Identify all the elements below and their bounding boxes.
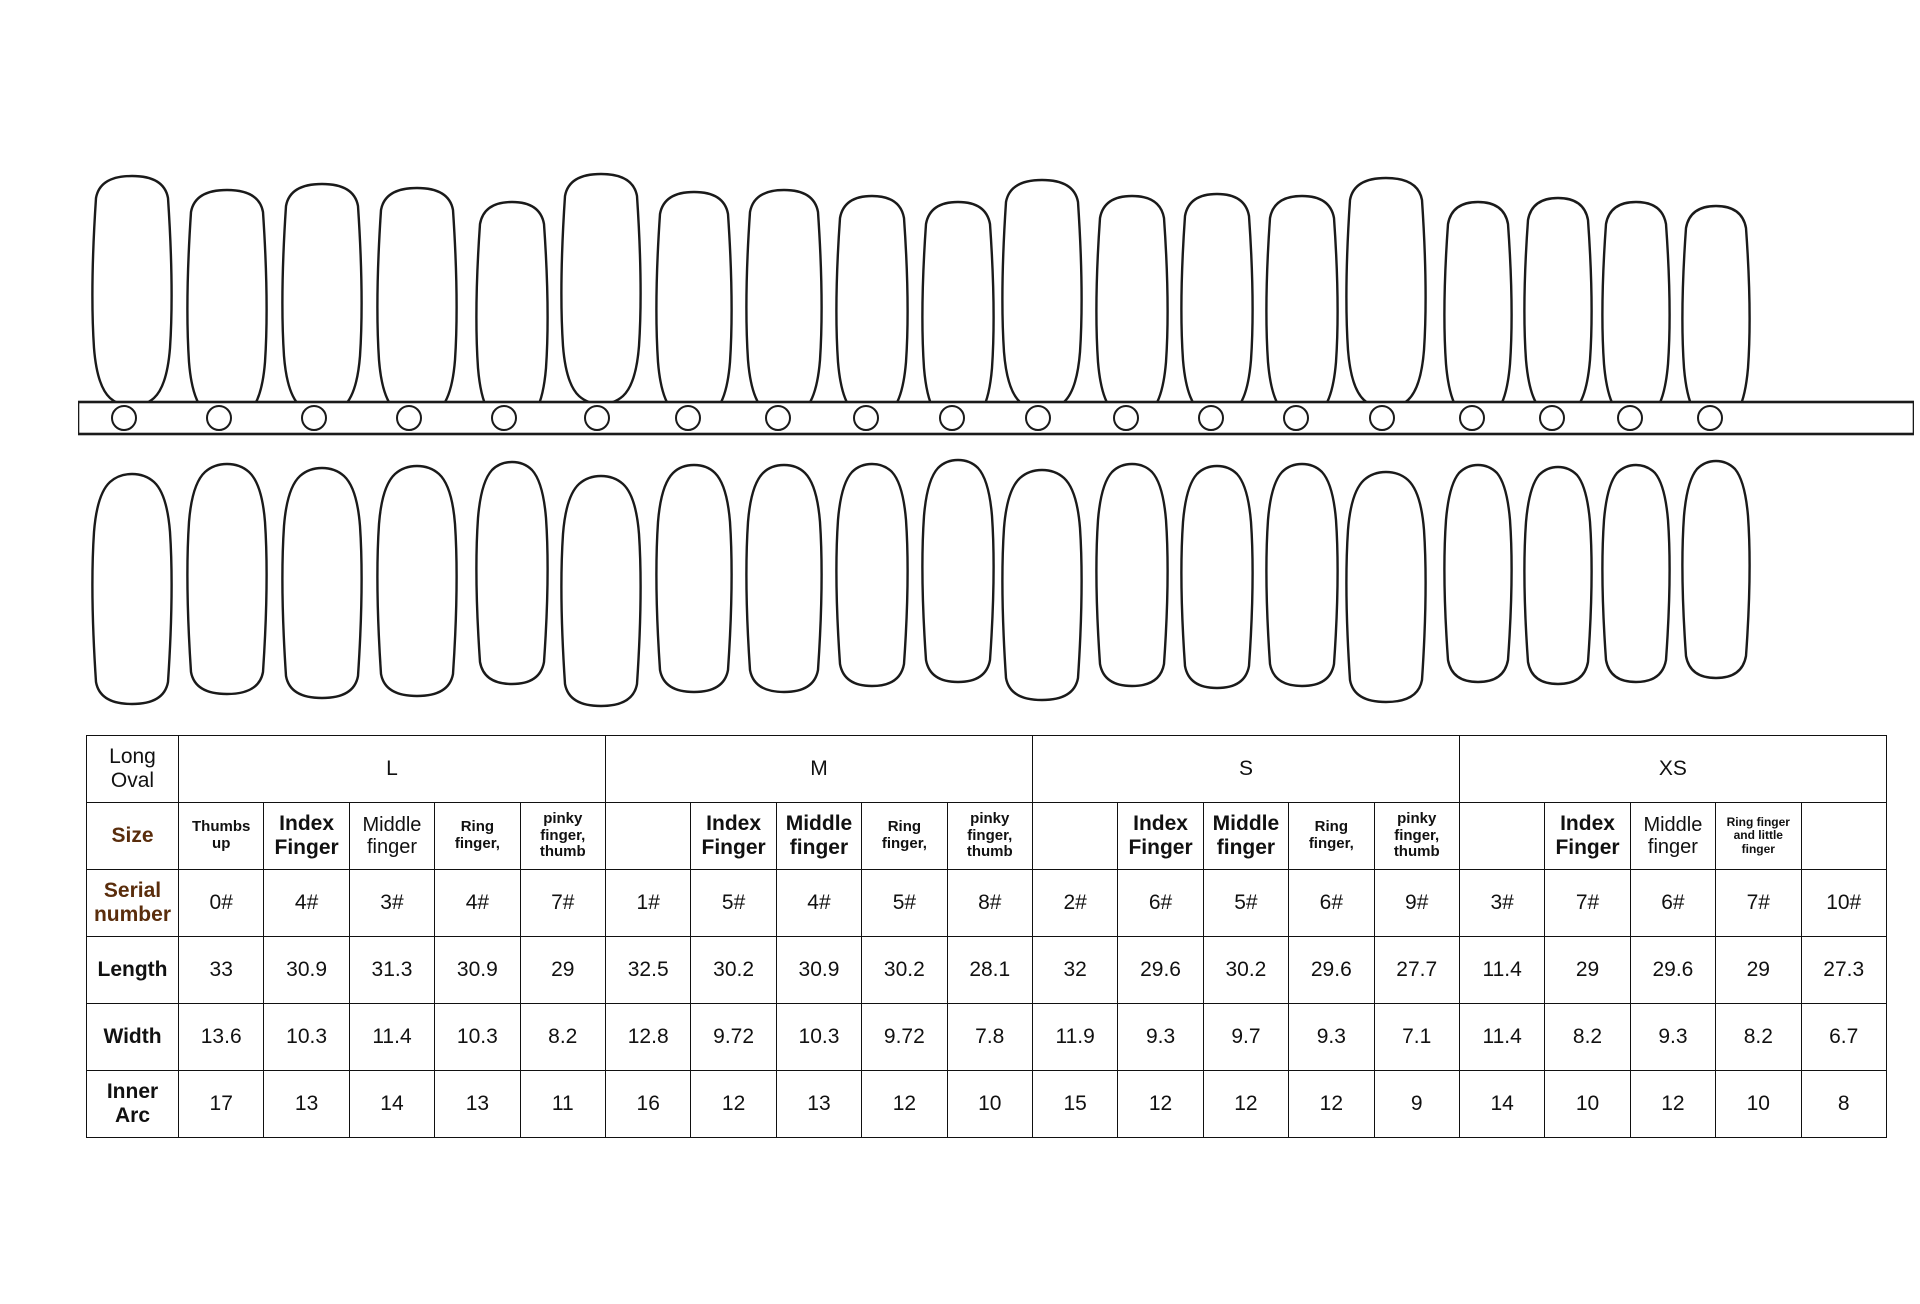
table-row-groups (87, 736, 1887, 803)
serial-cell-13: 6# (1289, 870, 1374, 937)
serial-cell-16: 7# (1545, 870, 1630, 937)
length-cell-9: 28.1 (947, 937, 1032, 1004)
length-cell-16: 29 (1545, 937, 1630, 1004)
length-cell-4: 29 (520, 937, 605, 1004)
length-cell-15: 11.4 (1459, 937, 1544, 1004)
finger-cell-9: pinky finger, thumb (947, 803, 1032, 870)
inner-arc-cell-7: 13 (776, 1071, 861, 1138)
row-label-size: Size (87, 803, 179, 870)
inner-arc-cell-0: 17 (179, 1071, 264, 1138)
length-cell-12: 30.2 (1203, 937, 1288, 1004)
width-cell-1: 10.3 (264, 1004, 349, 1071)
serial-cell-11: 6# (1118, 870, 1203, 937)
length-cell-8: 30.2 (862, 937, 947, 1004)
serial-cell-0: 0# (179, 870, 264, 937)
nail-tips-bottom (92, 460, 1749, 706)
finger-cell-17: Middle finger (1630, 803, 1715, 870)
length-cell-1: 30.9 (264, 937, 349, 1004)
serial-cell-4: 7# (520, 870, 605, 937)
length-cell-19: 27.3 (1801, 937, 1886, 1004)
inner-arc-cell-17: 12 (1630, 1071, 1715, 1138)
mounting-rail (78, 402, 1914, 434)
inner-arc-cell-9: 10 (947, 1071, 1032, 1138)
width-cell-13: 9.3 (1289, 1004, 1374, 1071)
size-table (86, 735, 1887, 1138)
serial-cell-17: 6# (1630, 870, 1715, 937)
inner-arc-cell-18: 10 (1716, 1071, 1801, 1138)
inner-arc-cell-1: 13 (264, 1071, 349, 1138)
width-cell-7: 10.3 (776, 1004, 861, 1071)
finger-cell-14: pinky finger, thumb (1374, 803, 1459, 870)
length-cell-10: 32 (1032, 937, 1117, 1004)
nail-tips-top (92, 174, 1749, 424)
width-cell-9: 7.8 (947, 1004, 1032, 1071)
inner-arc-cell-16: 10 (1545, 1071, 1630, 1138)
length-cell-5: 32.5 (606, 937, 691, 1004)
serial-cell-19: 10# (1801, 870, 1886, 937)
serial-cell-7: 4# (776, 870, 861, 937)
inner-arc-cell-5: 16 (606, 1071, 691, 1138)
length-cell-17: 29.6 (1630, 937, 1715, 1004)
finger-cell-19 (1801, 803, 1886, 870)
inner-arc-cell-15: 14 (1459, 1071, 1544, 1138)
length-cell-0: 33 (179, 937, 264, 1004)
finger-cell-3: Ring finger, (435, 803, 520, 870)
width-cell-11: 9.3 (1118, 1004, 1203, 1071)
width-cell-6: 9.72 (691, 1004, 776, 1071)
serial-cell-12: 5# (1203, 870, 1288, 937)
finger-cell-13: Ring finger, (1289, 803, 1374, 870)
serial-cell-5: 1# (606, 870, 691, 937)
finger-cell-6: Index Finger (691, 803, 776, 870)
serial-cell-2: 3# (349, 870, 434, 937)
inner-arc-cell-3: 13 (435, 1071, 520, 1138)
group-header-s: S (1032, 736, 1459, 803)
nail-tip-illustration (78, 160, 1914, 720)
finger-cell-10 (1032, 803, 1117, 870)
row-label-length: Length (87, 937, 179, 1004)
inner-arc-cell-2: 14 (349, 1071, 434, 1138)
finger-cell-5 (606, 803, 691, 870)
serial-cell-15: 3# (1459, 870, 1544, 937)
length-cell-3: 30.9 (435, 937, 520, 1004)
finger-cell-18: Ring finger and little finger (1716, 803, 1801, 870)
table-row-width (87, 1004, 1887, 1071)
table-row-length (87, 937, 1887, 1004)
table-row-size (87, 803, 1887, 870)
serial-cell-10: 2# (1032, 870, 1117, 937)
serial-cell-14: 9# (1374, 870, 1459, 937)
serial-cell-6: 5# (691, 870, 776, 937)
serial-cell-3: 4# (435, 870, 520, 937)
finger-cell-7: Middle finger (776, 803, 861, 870)
width-cell-3: 10.3 (435, 1004, 520, 1071)
table-row-serial (87, 870, 1887, 937)
row-label-serial: Serial number (87, 870, 179, 937)
width-cell-14: 7.1 (1374, 1004, 1459, 1071)
width-cell-17: 9.3 (1630, 1004, 1715, 1071)
group-header-l: L (179, 736, 606, 803)
serial-cell-9: 8# (947, 870, 1032, 937)
finger-cell-8: Ring finger, (862, 803, 947, 870)
inner-arc-cell-14: 9 (1374, 1071, 1459, 1138)
width-cell-16: 8.2 (1545, 1004, 1630, 1071)
inner-arc-cell-10: 15 (1032, 1071, 1117, 1138)
corner-shape-label: Long Oval (87, 736, 179, 803)
width-cell-18: 8.2 (1716, 1004, 1801, 1071)
serial-cell-18: 7# (1716, 870, 1801, 937)
finger-cell-12: Middle finger (1203, 803, 1288, 870)
finger-cell-16: Index Finger (1545, 803, 1630, 870)
inner-arc-cell-13: 12 (1289, 1071, 1374, 1138)
width-cell-0: 13.6 (179, 1004, 264, 1071)
length-cell-2: 31.3 (349, 937, 434, 1004)
inner-arc-cell-4: 11 (520, 1071, 605, 1138)
width-cell-10: 11.9 (1032, 1004, 1117, 1071)
length-cell-11: 29.6 (1118, 937, 1203, 1004)
finger-cell-2: Middle finger (349, 803, 434, 870)
width-cell-2: 11.4 (349, 1004, 434, 1071)
group-header-xs: XS (1459, 736, 1886, 803)
width-cell-15: 11.4 (1459, 1004, 1544, 1071)
serial-cell-1: 4# (264, 870, 349, 937)
finger-cell-4: pinky finger, thumb (520, 803, 605, 870)
length-cell-18: 29 (1716, 937, 1801, 1004)
finger-cell-15 (1459, 803, 1544, 870)
width-cell-8: 9.72 (862, 1004, 947, 1071)
size-table-container (86, 735, 1886, 1138)
length-cell-13: 29.6 (1289, 937, 1374, 1004)
finger-cell-0: Thumbs up (179, 803, 264, 870)
width-cell-19: 6.7 (1801, 1004, 1886, 1071)
width-cell-4: 8.2 (520, 1004, 605, 1071)
length-cell-14: 27.7 (1374, 937, 1459, 1004)
inner-arc-cell-11: 12 (1118, 1071, 1203, 1138)
row-label-width: Width (87, 1004, 179, 1071)
inner-arc-cell-8: 12 (862, 1071, 947, 1138)
length-cell-6: 30.2 (691, 937, 776, 1004)
finger-cell-11: Index Finger (1118, 803, 1203, 870)
group-header-m: M (606, 736, 1033, 803)
length-cell-7: 30.9 (776, 937, 861, 1004)
serial-cell-8: 5# (862, 870, 947, 937)
inner-arc-cell-19: 8 (1801, 1071, 1886, 1138)
width-cell-12: 9.7 (1203, 1004, 1288, 1071)
nail-tip-strip-svg (78, 160, 1914, 720)
row-label-inner-arc: Inner Arc (87, 1071, 179, 1138)
inner-arc-cell-12: 12 (1203, 1071, 1288, 1138)
table-row-inner-arc (87, 1071, 1887, 1138)
finger-cell-1: Index Finger (264, 803, 349, 870)
width-cell-5: 12.8 (606, 1004, 691, 1071)
inner-arc-cell-6: 12 (691, 1071, 776, 1138)
